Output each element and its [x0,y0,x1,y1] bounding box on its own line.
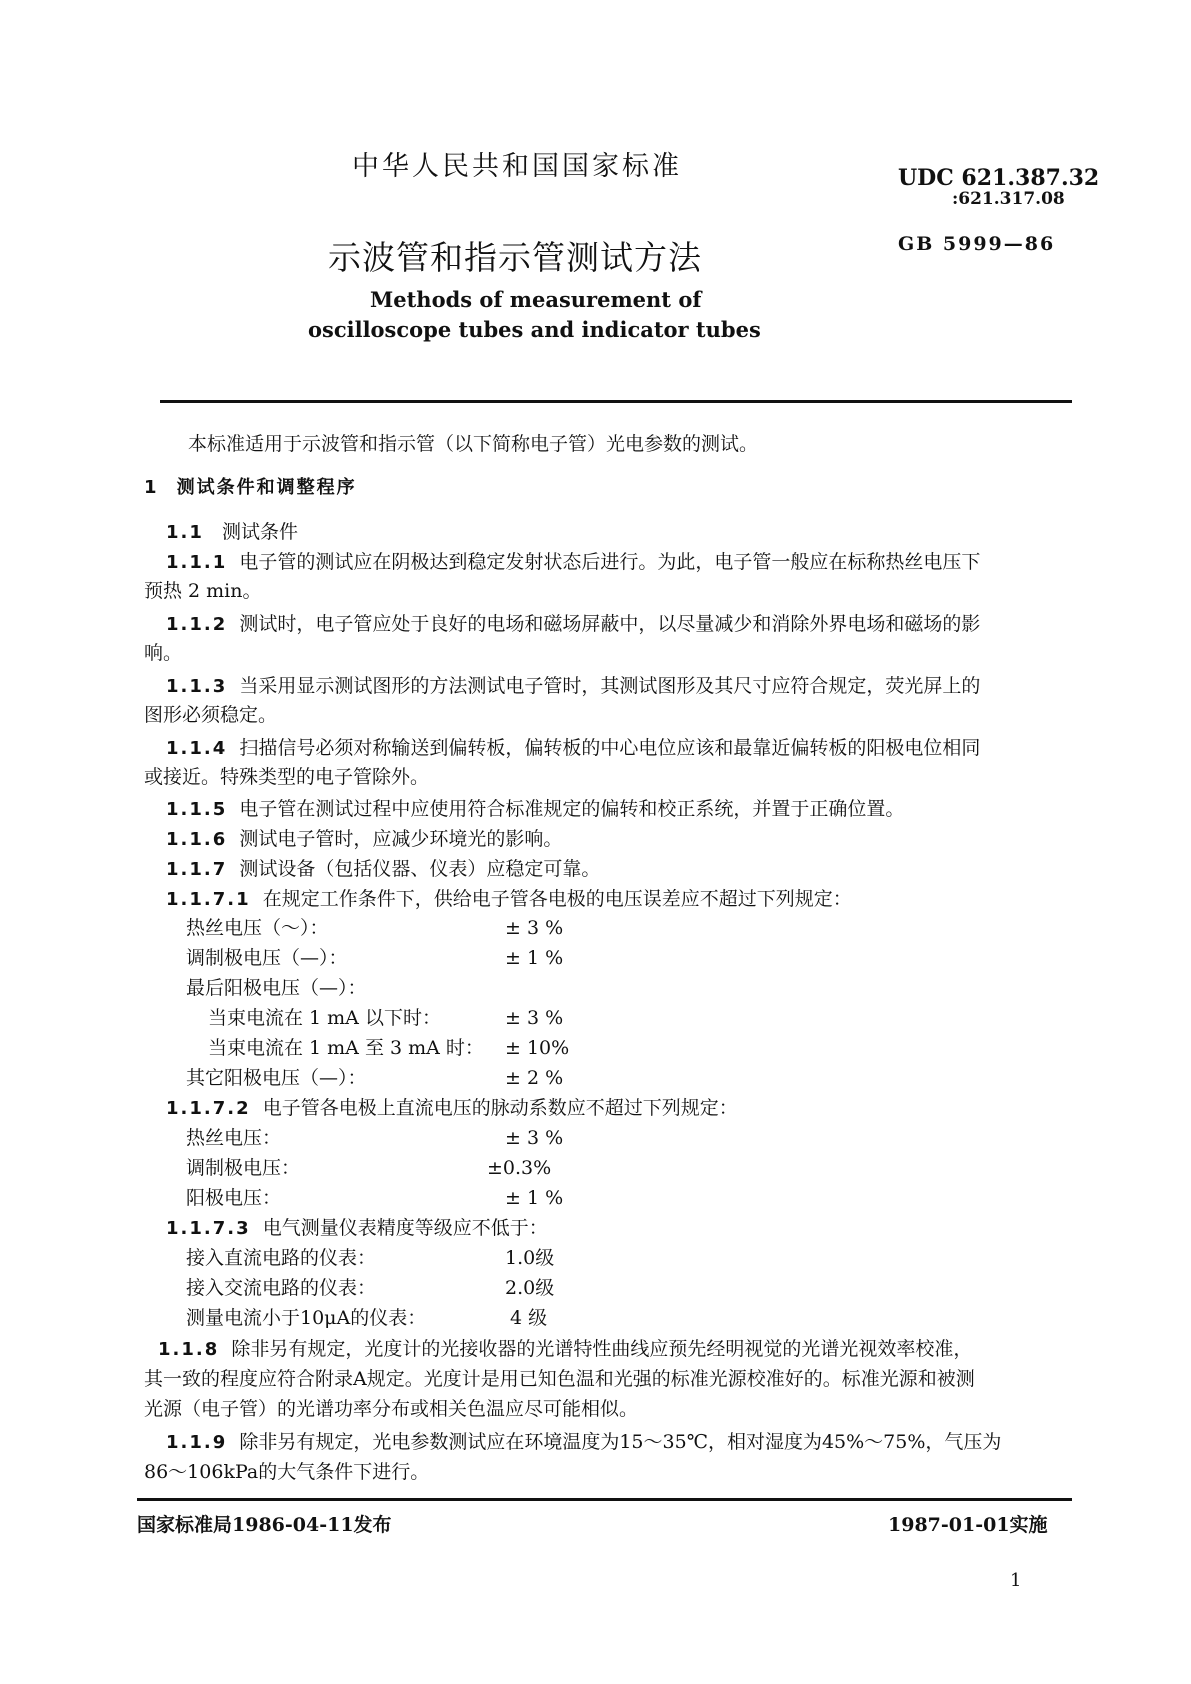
ripple-row-label: 调制极电压： [186,1157,301,1179]
tolerance-row-label: 当束电流在 1 mA 以下时： [208,1007,441,1029]
section-1-title: 测试条件和调整程序 [176,477,357,498]
udc-code: UDC 621.387.32 [898,165,1100,191]
clause-1-1-2-number: 1.1.2 [166,614,228,635]
section-1-1-title: 测试条件 [222,521,299,543]
clause-1-1-9-cont: 86～106kPa的大气条件下进行。 [144,1461,430,1483]
accuracy-row-value: 2.0级 [505,1277,555,1299]
tolerance-row-value: ± 1 % [505,947,564,969]
ripple-row-value: ± 3 % [505,1127,564,1149]
tolerance-row-label: 最后阳极电压（—）： [186,977,367,999]
ripple-row-label: 阳极电压： [186,1187,282,1209]
page-number: 1 [1010,1570,1022,1591]
clause-1-1-9-text: 除非另有规定，光电参数测试应在环境温度为15～35℃，相对湿度为45%～75%，气压为 [239,1431,1002,1453]
clause-1-1-7-1 [166,885,852,914]
clause-1-1-7-1-number: 1.1.7.1 [166,889,251,910]
section-1-heading [144,473,357,502]
clause-1-1-3-text: 当采用显示测试图形的方法测试电子管时，其测试图形及其尺寸应符合规定，荧光屏上的 [239,675,981,697]
clause-1-1-8-cont: 光源（电子管）的光谱功率分布或相关色温应尽可能相似。 [144,1398,639,1420]
accuracy-row-value: 4 级 [510,1307,548,1329]
clause-1-1-4-text: 扫描信号必须对称输送到偏转板，偏转板的中心电位应该和最靠近偏转板的阳极电位相同 [239,737,981,759]
tolerance-row-label: 热丝电压（～）： [186,917,329,939]
clause-1-1-7-3 [166,1214,548,1243]
clause-1-1-7-2-number: 1.1.7.2 [166,1098,251,1119]
clause-1-1-7-number: 1.1.7 [166,859,228,880]
clause-1-1-4-cont: 或接近。特殊类型的电子管除外。 [144,766,430,788]
clause-1-1-1-text: 电子管的测试应在阴极达到稳定发射状态后进行。为此，电子管一般应在标称热丝电压下 [239,551,981,573]
ripple-row-label: 热丝电压： [186,1127,282,1149]
clause-1-1-9 [166,1428,1001,1457]
clause-1-1-1-number: 1.1.1 [166,552,228,573]
document-title-en-line1: Methods of measurement of [370,287,702,312]
tolerance-row-value: ± 2 % [505,1067,564,1089]
clause-1-1-6 [166,825,562,854]
udc-code-sub: :621.317.08 [952,189,1065,209]
clause-1-1-6-number: 1.1.6 [166,829,228,850]
standard-number: GB 5999—86 [898,233,1056,255]
tolerance-row-value: ± 3 % [505,1007,564,1029]
clause-1-1-8-cont: 其一致的程度应符合附录A规定。光度计是用已知色温和光强的标准光源校准好的。标准光源和被测 [144,1368,975,1390]
ripple-row-value: ± 1 % [505,1187,564,1209]
tolerance-row-value: ± 10% [505,1037,570,1059]
clause-1-1-7-3-text: 电气测量仪表精度等级应不低于： [262,1217,548,1239]
clause-1-1-1-cont: 预热 2 min。 [144,580,262,602]
clause-1-1-3 [166,672,980,701]
accuracy-row-label: 接入交流电路的仪表： [186,1277,377,1299]
document-title-zh: 示波管和指示管测试方法 [328,238,702,277]
tolerance-row-label: 当束电流在 1 mA 至 3 mA 时： [208,1037,484,1059]
clause-1-1-7-1-text: 在规定工作条件下，供给电子管各电极的电压误差应不超过下列规定： [262,888,852,910]
clause-1-1-4 [166,734,980,763]
header-divider [160,400,1072,403]
ripple-row-value: ±0.3% [487,1157,552,1179]
clause-1-1-5-text: 电子管在测试过程中应使用符合标准规定的偏转和校正系统，并置于正确位置。 [239,798,905,820]
intro-paragraph: 本标准适用于示波管和指示管（以下简称电子管）光电参数的测试。 [188,433,759,455]
tolerance-row-label: 其它阳极电压（—）： [186,1067,367,1089]
section-1-1-heading [166,518,298,547]
accuracy-row-label: 接入直流电路的仪表： [186,1247,377,1269]
clause-1-1-7-3-number: 1.1.7.3 [166,1218,251,1239]
accuracy-row-value: 1.0级 [505,1247,555,1269]
clause-1-1-2-cont: 响。 [144,642,183,664]
clause-1-1-7-2-text: 电子管各电极上直流电压的脉动系数应不超过下列规定： [262,1097,738,1119]
clause-1-1-7-2 [166,1094,738,1123]
clause-1-1-3-cont: 图形必须稳定。 [144,704,278,726]
section-1-1-number: 1.1 [166,522,204,543]
clause-1-1-8-number: 1.1.8 [158,1339,220,1360]
clause-1-1-1 [166,548,980,577]
clause-1-1-7 [166,855,600,884]
clause-1-1-2-text: 测试时，电子管应处于良好的电场和磁场屏蔽中，以尽量减少和消除外界电场和磁场的影 [239,613,981,635]
clause-1-1-5 [166,795,904,824]
tolerance-row-label: 调制极电压（—）： [186,947,348,969]
section-1-number: 1 [144,477,159,498]
footer-divider [137,1498,1072,1501]
clause-1-1-8 [158,1335,972,1364]
clause-1-1-8-text: 除非另有规定，光度计的光接收器的光谱特性曲线应预先经明视觉的光谱光视效率校准， [231,1338,973,1360]
document-title-en-line2: oscilloscope tubes and indicator tubes [308,317,761,342]
clause-1-1-2 [166,610,980,639]
accuracy-row-label: 测量电流小于10μA的仪表： [186,1307,427,1329]
effective-date: 1987-01-01实施 [888,1514,1048,1536]
clause-1-1-4-number: 1.1.4 [166,738,228,759]
clause-1-1-9-number: 1.1.9 [166,1432,228,1453]
clause-1-1-6-text: 测试电子管时，应减少环境光的影响。 [239,828,563,850]
clause-1-1-3-number: 1.1.3 [166,676,228,697]
issuing-country-heading: 中华人民共和国国家标准 [352,151,682,182]
tolerance-row-value: ± 3 % [505,917,564,939]
clause-1-1-7-text: 测试设备（包括仪器、仪表）应稳定可靠。 [239,858,601,880]
issue-date: 国家标准局1986-04-11发布 [137,1514,392,1536]
clause-1-1-5-number: 1.1.5 [166,799,228,820]
